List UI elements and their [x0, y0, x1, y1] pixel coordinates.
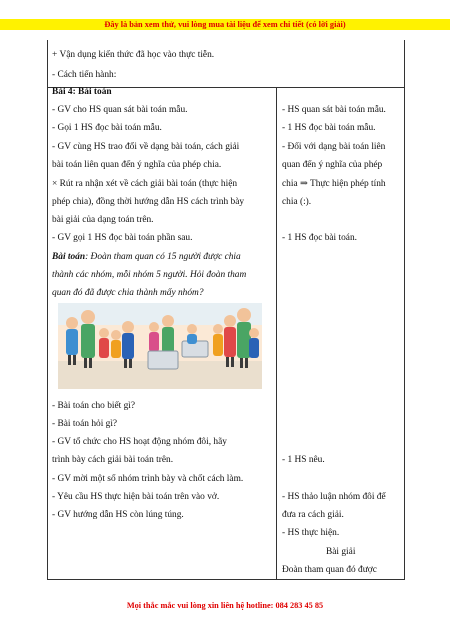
top-line-2: - Cách tiến hành: [52, 70, 117, 80]
table-border-left [47, 40, 48, 580]
teacher-line: - GV cho HS quan sát bài toán mẫu. [52, 105, 188, 115]
student-line: Đoàn tham quan đó được [282, 565, 377, 575]
teacher-line: - GV gọi 1 HS đọc bài toán phần sau. [52, 233, 193, 243]
student-line: chia (:). [282, 197, 312, 207]
student-line: quan đến ý nghĩa của phép [282, 160, 383, 170]
teacher-line: bài giải của dạng toán trên. [52, 215, 154, 225]
student-line: - 1 HS đọc bài toán. [282, 233, 357, 243]
teacher-line: - GV mời một số nhóm trình bày và chốt cách làm. [52, 474, 244, 484]
teacher-line: - GV cùng HS trao đổi về dạng bài toán, cách giải [52, 142, 240, 152]
student-line: chia ⇒ Thực hiện phép tính [282, 179, 386, 189]
teacher-line: - Bài toán cho biết gì? [52, 401, 136, 411]
top-line-1: + Vận dụng kiến thức đã học vào thực tiễn. [52, 50, 215, 60]
table-border-bottom [47, 579, 405, 580]
teacher-line: - Bài toán hỏi gì? [52, 419, 118, 429]
preview-notice: Đây là bản xem thử, vui lòng mua tài liệu để xem chi tiết (có lời giải) [0, 19, 450, 30]
teacher-line: - Gọi 1 HS đọc bài toán mẫu. [52, 123, 162, 133]
hotline-notice: Mọi thắc mắc vui lòng xin liên hệ hotline: 084 283 45 85 [126, 601, 324, 610]
student-line: - Đối với dạng bài toán liên [282, 142, 386, 152]
teacher-line: phép chia), đồng thời hướng dẫn HS cách trình bày [52, 197, 245, 207]
teacher-line: - GV tổ chức cho HS hoạt động nhóm đôi, hãy [52, 437, 227, 447]
student-line: - HS quan sát bài toán mẫu. [282, 105, 386, 115]
solution-heading: Bài giải [326, 547, 356, 557]
table-border-right [404, 40, 405, 580]
problem-label: Bài toán [52, 252, 86, 262]
student-line: - HS thực hiện. [282, 528, 340, 538]
tour-group-illustration [58, 303, 262, 389]
teacher-line: × Rút ra nhận xét về cách giải bài toán (thực hiện [52, 179, 238, 189]
lesson-heading: Bài 4: Bài toán [52, 87, 112, 97]
column-divider [276, 87, 277, 580]
problem-line: quan đó đã được chia thành mấy nhóm? [52, 288, 204, 298]
problem-line [52, 251, 241, 263]
problem-text: : Đoàn tham quan có 15 người được chia [85, 252, 241, 262]
problem-line: thành các nhóm, mỗi nhóm 5 người. Hỏi đoàn tham [52, 270, 247, 280]
student-line: - 1 HS nêu. [282, 455, 325, 465]
student-line: đưa ra cách giải. [282, 510, 344, 520]
teacher-line: trình bày cách giải bài toán trên. [52, 455, 174, 465]
teacher-line: - Yêu cầu HS thực hiện bài toán trên vào vở. [52, 492, 220, 502]
teacher-line: - GV hướng dẫn HS còn lúng túng. [52, 510, 184, 520]
student-line: - HS thảo luận nhóm đôi để [282, 492, 386, 502]
teacher-line: bài toán liên quan đến ý nghĩa của phép chia. [52, 160, 222, 170]
student-line: - 1 HS đọc bài toán mẫu. [282, 123, 376, 133]
